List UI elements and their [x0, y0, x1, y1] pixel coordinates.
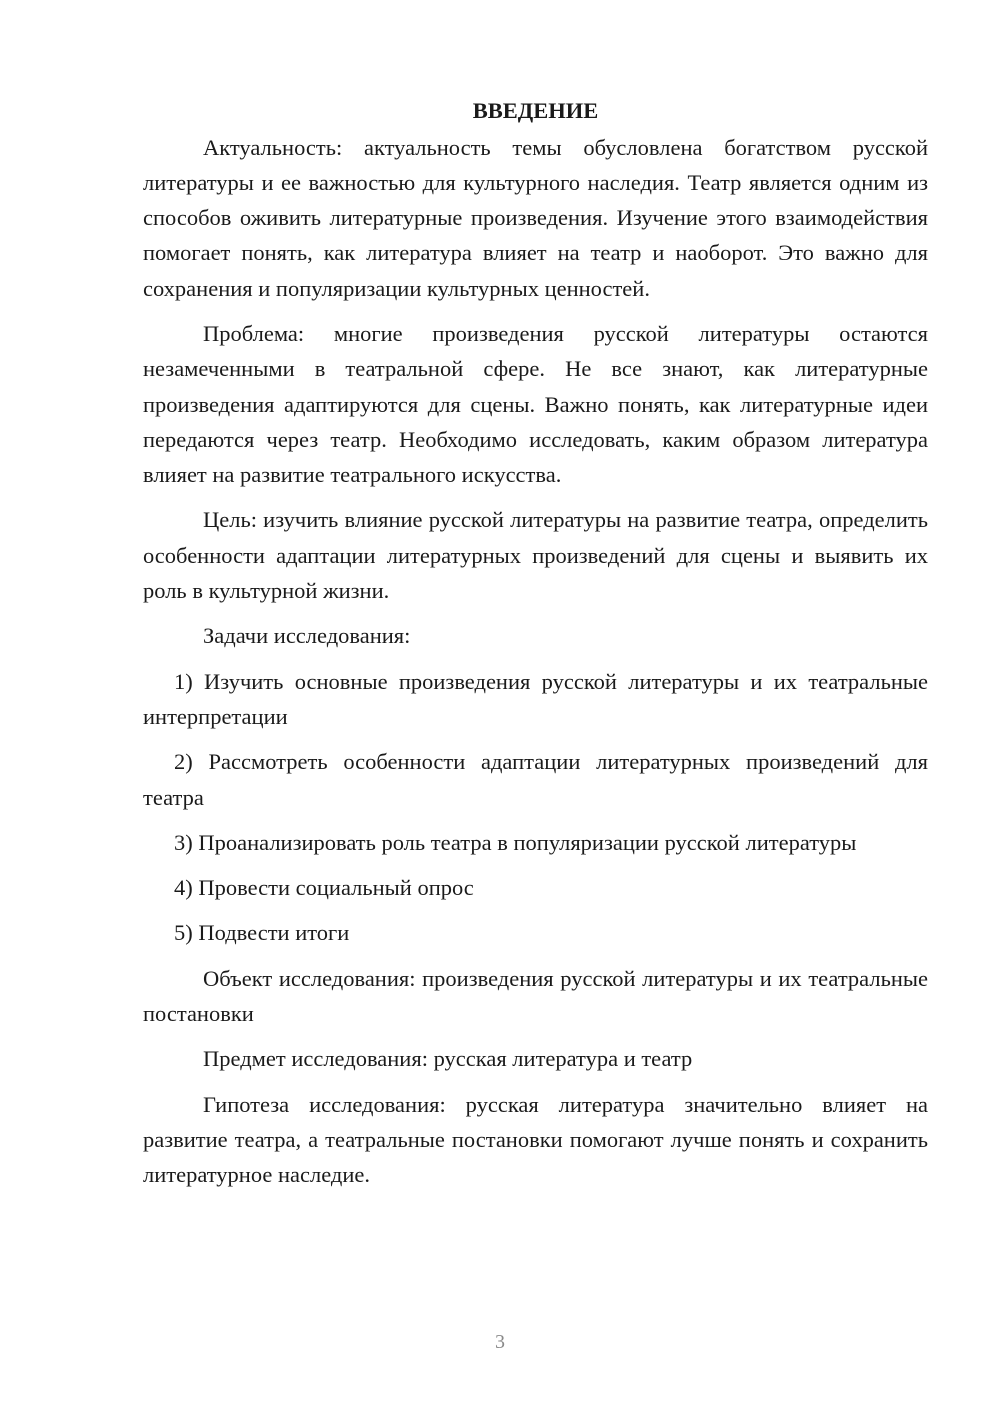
problem-paragraph: Проблема: многие произведения русской литературы остаются незамеченными в театральной сфере. Не все знают, как литературные произведения адаптируются для сцены. Важно понять, как литературные идеи передаются через театр. Необходимо исследовать, каким образом литература влияет на развитие театрального искусства. — [143, 320, 928, 488]
task-item-1: 1) Изучить основные произведения русской литературы и их театральные интерпретации — [143, 668, 928, 729]
task-item-2: 2) Рассмотреть особенности адаптации литературных произведений для театра — [143, 749, 928, 810]
goal-paragraph: Цель: изучить влияние русской литературы на развитие театра, определить особенности адаптации литературных произведений для сцены и выявить их роль в культурной жизни. — [143, 507, 928, 604]
page-content — [143, 93, 928, 1203]
task-item-5: 5) Подвести итоги — [174, 920, 350, 946]
page-number: 3 — [495, 1331, 505, 1353]
object-paragraph: Объект исследования: произведения русской литературы и их театральные постановки — [143, 965, 928, 1027]
hypothesis-paragraph: Гипотеза исследования: русская литература значительно влияет на развитие театра, а театральные постановки помогают лучше понять и сохранить литературное наследие. — [143, 1091, 928, 1188]
relevance-paragraph: Актуальность: актуальность темы обусловлена богатством русской литературы и ее важностью для культурного наследия. Театр является одним из способов оживить литературные произведения. Изучение этого взаимодействия помогает понять, как литература влияет на театр и наоборот. Это важно для сохранения и популяризации культурных ценностей. — [143, 134, 928, 301]
section-title: ВВЕДЕНИЕ — [472, 98, 599, 123]
tasks-heading: Задачи исследования: — [203, 623, 411, 649]
task-item-3: 3) Проанализировать роль театра в популяризации русской литературы — [174, 829, 857, 855]
subject-paragraph: Предмет исследования: русская литература и театр — [203, 1046, 693, 1072]
task-item-4: 4) Провести социальный опрос — [174, 875, 474, 901]
